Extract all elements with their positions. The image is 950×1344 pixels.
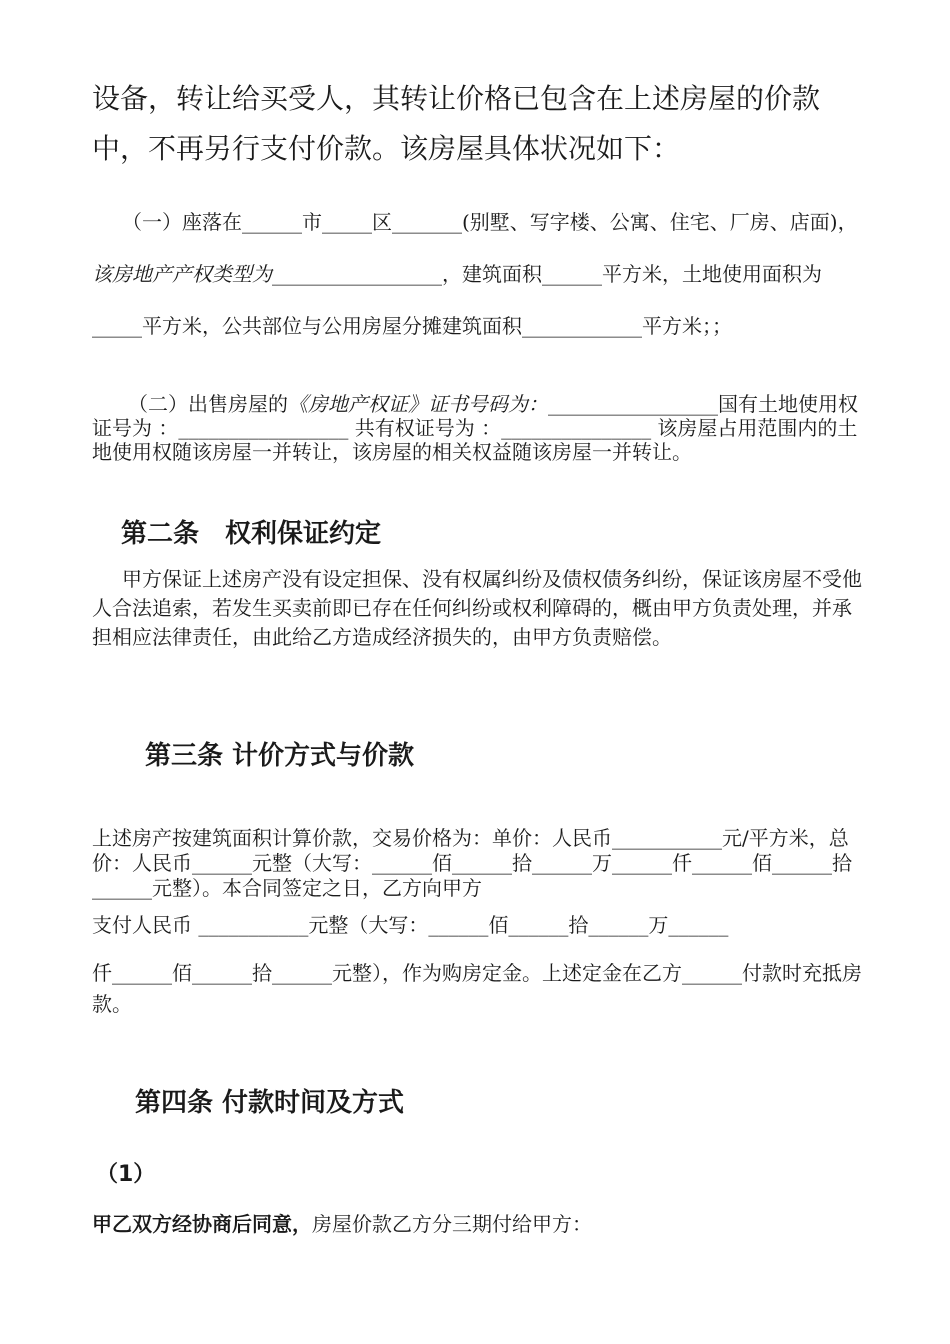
- clause-5-deposit-cont: 仟______佰______拾______元整），作为购房定金。上述定金在乙方______付款时充抵房款。: [92, 961, 862, 1016]
- article-3-heading: 第三条 计价方式与价款: [145, 741, 415, 771]
- clause-2-part-b: 《房地产权证》证书号码为：: [288, 392, 548, 416]
- clause-6-payment: [92, 1209, 862, 1239]
- clause-1-part-c: 该房地产产权类型为: [92, 262, 272, 286]
- clause-1-part-b: ______市_____区_______(别墅、写字楼、公寓、住宅、厂房、店面)，: [242, 210, 858, 234]
- clause-1-location: [92, 196, 862, 352]
- clause-2-part-a: （二）出售房屋的: [128, 392, 288, 416]
- clause-1-part-d: _________________，建筑面积______平方米，土地使用面积为_____平方米，公共部位与公用房屋分摊建筑面积____________平方米；；: [92, 262, 822, 338]
- clause-6-bold: 甲乙双方经协商后同意，: [92, 1212, 312, 1236]
- clause-6-rest: 房屋价款乙方分三期付给甲方：: [312, 1212, 592, 1236]
- clause-1-part-a: （一）座落在: [122, 210, 242, 234]
- item-1-number: （1）: [96, 1162, 156, 1187]
- clause-2-certificate: [92, 392, 862, 464]
- clause-5-deposit: 支付人民币 ___________元整（大写：______佰______拾______万______: [92, 913, 729, 937]
- article-2-heading: 第二条 权利保证约定: [121, 519, 382, 549]
- article-4-heading: 第四条 付款时间及方式: [135, 1088, 405, 1118]
- clause-4-price: 上述房产按建筑面积计算价款，交易价格为：单价：人民币___________元/平方米，总价：人民币______元整（大写：______佰______拾______万______仟______佰______拾______元整）。本合同签定之日，乙方向甲方: [92, 826, 852, 900]
- clause-2-part-c: _________________国有土地使用权证号为 ：_________________ 共有权证号为 ：_______________ 该房屋占用范围内的土地使用权随该房屋一并转让，该房屋的相关权益随该房屋一并转让。: [92, 392, 858, 464]
- intro-paragraph: 设备，转让给买受人，其转让价格已包含在上述房屋的价款中，不再另行支付价款。该房屋具体状况如下：: [92, 82, 821, 165]
- clause-3-guarantee: 甲方保证上述房产没有设定担保、没有权属纠纷及债权债务纠纷，保证该房屋不受他人合法追索，若发生买卖前即已存在任何纠纷或权利障碍的，概由甲方负责处理，并承担相应法律责任，由此给乙方造成经济损失的，由甲方负责赔偿。: [92, 567, 862, 649]
